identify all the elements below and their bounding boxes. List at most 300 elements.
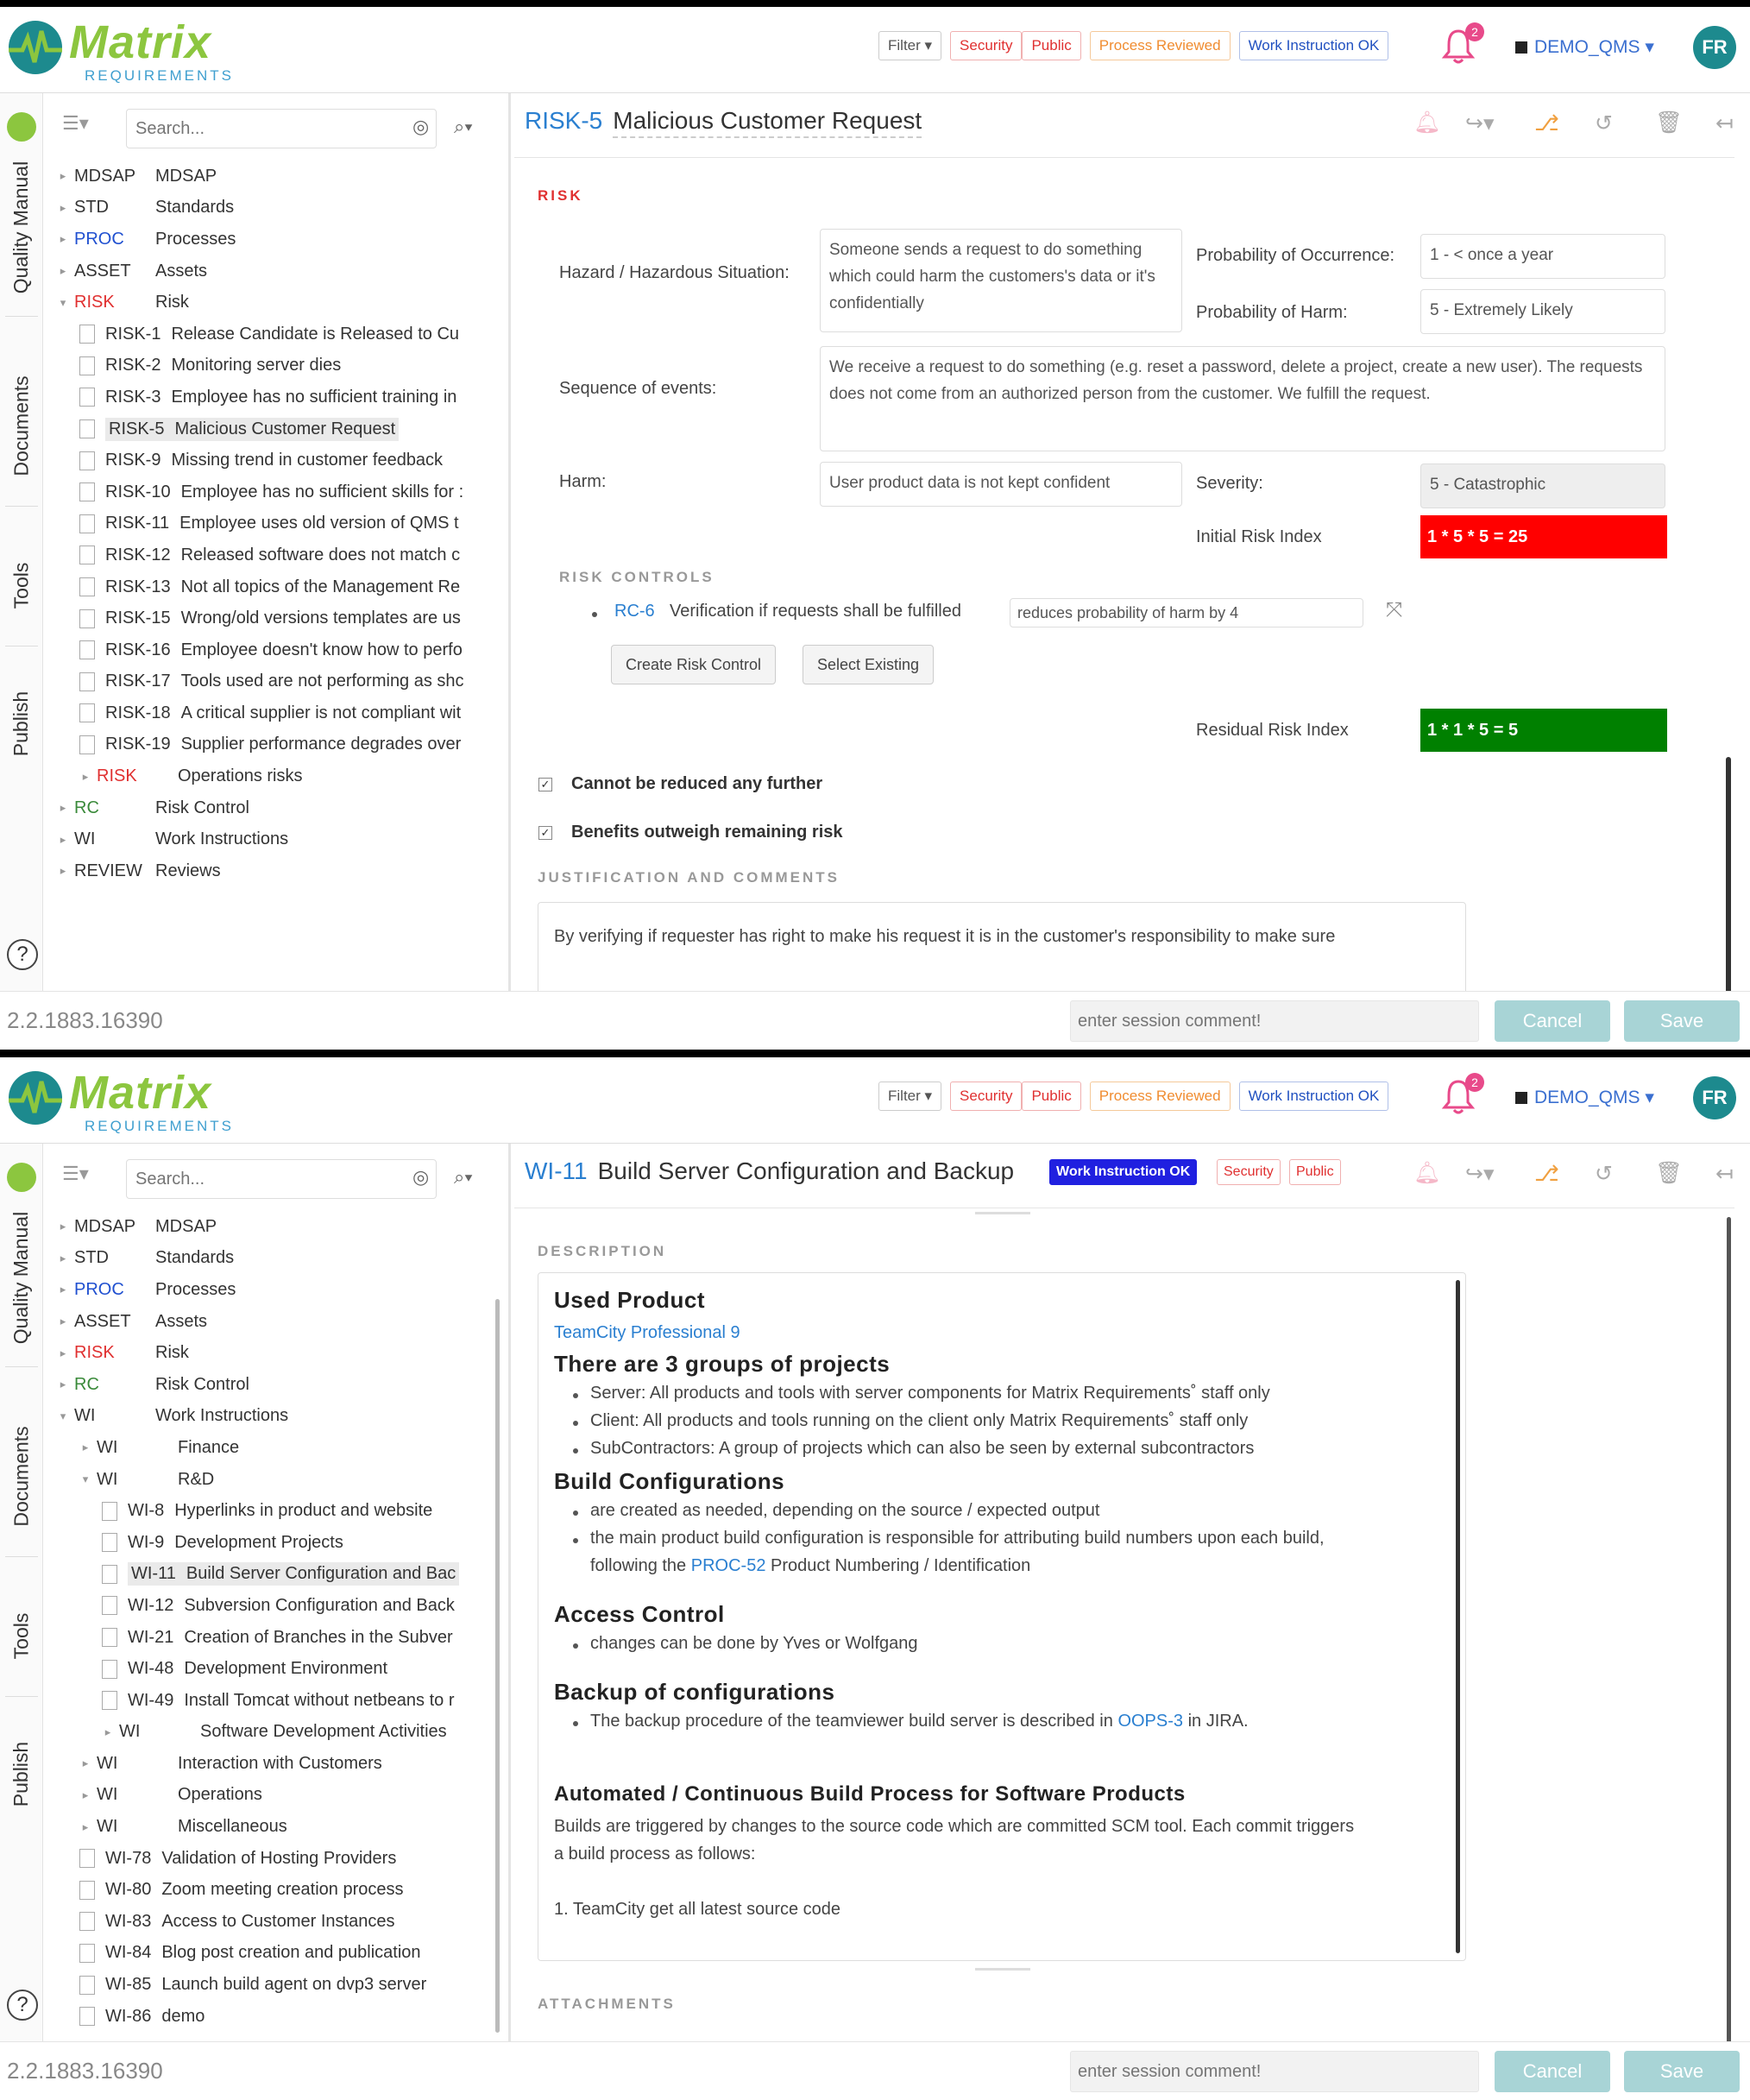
caret-right-icon[interactable]: ▸	[60, 264, 66, 278]
caret-right-icon[interactable]: ▸	[82, 1441, 89, 1454]
document-icon	[79, 1944, 95, 1963]
tree-item-label: Zoom meeting creation process	[161, 1880, 404, 1900]
logo-mark-icon	[7, 1069, 64, 1126]
tag-process-reviewed[interactable]: Process Reviewed	[1090, 31, 1231, 60]
proc-52-link[interactable]: PROC-52	[690, 1556, 766, 1575]
document-icon	[79, 609, 95, 628]
tree-item-label: Validation of Hosting Providers	[161, 1848, 397, 1868]
document-icon	[79, 1976, 95, 1995]
rc-text: Verification if requests shall be fulfilled	[670, 602, 961, 621]
vtab-documents[interactable]: Documents	[9, 1425, 33, 1527]
tree-item-label: Risk	[155, 1343, 189, 1363]
tree-item-label: Malicious Customer Request	[174, 419, 396, 438]
caret-right-icon[interactable]: ▸	[60, 1378, 66, 1391]
tree-item[interactable]	[45, 476, 511, 508]
history-icon[interactable]: ↺	[1595, 1162, 1613, 1186]
tree-item[interactable]	[45, 1243, 511, 1275]
tree-item[interactable]	[45, 192, 511, 224]
tree-item-label: Hyperlinks in product and website	[174, 1501, 433, 1521]
section-attachments: ATTACHMENTS	[538, 1996, 676, 2012]
app-header	[0, 7, 1750, 93]
tree-item-id: WI	[97, 1469, 118, 1489]
tree-item[interactable]	[45, 571, 511, 603]
tree-select-icon[interactable]: ☰▾	[62, 112, 89, 134]
caret-right-icon[interactable]: ▸	[60, 169, 66, 183]
list-item: are created as needed, depending on the source / expected output	[590, 1501, 1100, 1520]
save-button[interactable]: Save	[1624, 2051, 1740, 2092]
matrix-logo[interactable]	[7, 17, 249, 86]
justification-editor[interactable]	[538, 902, 1466, 991]
tree-search-input[interactable]	[126, 1159, 437, 1199]
tree-item[interactable]	[45, 1685, 511, 1717]
session-comment-input[interactable]	[1070, 2051, 1479, 2092]
version-label: 2.2.1883.16390	[7, 2058, 163, 2084]
section-risk-controls: RISK CONTROLS	[559, 569, 714, 585]
document-icon	[79, 514, 95, 533]
share-icon[interactable]: ↪▾	[1465, 1162, 1495, 1186]
tree-item-label: MDSAP	[155, 166, 217, 186]
cancel-button[interactable]: Cancel	[1495, 2051, 1610, 2092]
tree-item-label: Reviews	[155, 861, 221, 880]
tree-item[interactable]	[45, 1401, 511, 1433]
tree-item[interactable]	[45, 1527, 511, 1559]
tree-item[interactable]	[45, 855, 511, 887]
initial-risk-index: 1 * 5 * 5 = 25	[1420, 515, 1667, 558]
vtab-documents[interactable]: Documents	[9, 375, 33, 476]
tree-item-label: Finance	[178, 1437, 240, 1457]
logo-mark-icon	[7, 19, 64, 76]
tree-item[interactable]	[45, 287, 511, 318]
tree-item-id: WI-21	[128, 1627, 174, 1647]
tag-work-instruction-ok[interactable]: Work Instruction OK	[1239, 1082, 1389, 1111]
list-item: the main product build configuration is responsible for attributing build numbers upon each build,	[590, 1529, 1325, 1548]
tree-item-label: Released software does not match c	[180, 545, 461, 564]
caret-right-icon[interactable]: ▸	[60, 864, 66, 878]
tree-item[interactable]	[45, 1622, 511, 1654]
vtab-quality-manual[interactable]: Quality Manual	[9, 1211, 33, 1344]
hazard-field[interactable]: Someone sends a request to do something which could harm the customers's data or it's confidentially	[820, 229, 1182, 332]
vtab-publish[interactable]: Publish	[9, 1741, 33, 1807]
document-icon	[102, 1628, 117, 1647]
tree-item-label: Missing trend in customer feedback	[171, 451, 444, 470]
tree-list	[45, 161, 511, 887]
tree-item-label: Operations	[178, 1785, 262, 1805]
tree-item[interactable]	[45, 1306, 511, 1338]
document-icon	[79, 388, 95, 407]
vertical-tabs	[0, 1144, 43, 2041]
tree-item-id: WI	[97, 1817, 118, 1837]
collapse-icon[interactable]: ↤	[1715, 1162, 1734, 1186]
item-panel	[514, 93, 1750, 991]
caret-right-icon[interactable]: ▸	[82, 1756, 89, 1770]
logo-word: Matrix	[69, 1067, 212, 1119]
section-description: DESCRIPTION	[538, 1243, 667, 1259]
tree-item[interactable]	[45, 697, 511, 729]
tree-item-label: Employee has no sufficient skills for :	[180, 482, 464, 501]
heading-used-product: Used Product	[554, 1287, 706, 1313]
tree-item-label: R&D	[178, 1469, 215, 1489]
tree-item-label: Assets	[155, 1311, 208, 1331]
project-selector[interactable]	[1515, 1087, 1654, 1108]
target-icon[interactable]: ◎	[412, 1166, 430, 1188]
help-icon[interactable]: ?	[7, 1990, 38, 2021]
document-icon	[79, 451, 95, 470]
tree-item-label: Employee doesn't know how to perfo	[180, 640, 463, 659]
search-icon[interactable]: ⌕▾	[454, 116, 473, 137]
tag-public[interactable]: Public	[1022, 1082, 1080, 1111]
caret-right-icon[interactable]: ▸	[60, 832, 66, 846]
tree-item-id: WI-49	[128, 1690, 174, 1710]
caret-right-icon[interactable]: ▸	[60, 232, 66, 246]
delete-icon[interactable]: 🗑︎	[1655, 110, 1683, 135]
harm-label: Harm:	[559, 472, 607, 491]
tree-item-id: PROC	[74, 229, 124, 249]
caret-right-icon[interactable]: ▸	[60, 1283, 66, 1296]
help-icon[interactable]: ?	[7, 939, 38, 970]
section-justification: JUSTIFICATION AND COMMENTS	[538, 869, 840, 886]
auto-text-1: Builds are triggered by changes to the source code which are committed SCM tool. Each commit triggers	[554, 1817, 1355, 1836]
document-icon	[79, 640, 95, 659]
list-item: SubContractors: A group of projects which can also be seen by external subcontractors	[590, 1439, 1255, 1458]
cannot-reduce-label: Cannot be reduced any further	[571, 774, 823, 793]
tree-item[interactable]	[45, 1653, 511, 1685]
hierarchy-icon[interactable]: ⎇	[1534, 1162, 1559, 1186]
caret-right-icon[interactable]: ▸	[60, 801, 66, 815]
section-risk: RISK	[538, 187, 583, 204]
tree-item-id: WI-8	[128, 1501, 165, 1521]
hierarchy-icon[interactable]: ⎇	[1534, 111, 1559, 136]
project-tree	[45, 93, 511, 991]
scrollbar[interactable]	[1727, 1217, 1731, 2041]
tree-item[interactable]	[45, 1211, 511, 1243]
tree-item-id: ASSET	[74, 261, 131, 281]
tree-item-label: Wrong/old versions templates are us	[180, 609, 461, 628]
tree-item-label: Operations risks	[178, 766, 303, 786]
caret-right-icon[interactable]: ▸	[82, 769, 89, 783]
tree-item-label: Release Candidate is Released to Cu	[171, 324, 460, 344]
tree-item-label: Blog post creation and publication	[161, 1943, 421, 1963]
quality-check-icon[interactable]	[7, 112, 36, 142]
document-icon	[79, 1912, 95, 1931]
tree-item-id: WI-84	[105, 1943, 152, 1963]
rc-link[interactable]: RC-6	[614, 602, 655, 621]
filter-dropdown[interactable]: Filter ▾	[878, 1082, 941, 1111]
tree-item-id: RISK	[97, 766, 137, 786]
rc-effect-field[interactable]: reduces probability of harm by 4	[1010, 598, 1363, 627]
document-icon	[79, 325, 95, 344]
heading-automated-build: Automated / Continuous Build Process for Software Products	[554, 1782, 1186, 1806]
tree-item[interactable]	[45, 1717, 511, 1749]
logo-sub: REQUIREMENTS	[85, 67, 234, 84]
tree-item-id: RISK-1	[105, 324, 161, 344]
tag-security[interactable]: Security	[950, 1082, 1022, 1111]
caret-down-icon[interactable]: ▾	[60, 295, 66, 309]
tree-item-label: Assets	[155, 261, 208, 281]
tree-item[interactable]	[45, 350, 511, 382]
pane-risk	[0, 7, 1750, 1050]
tree-item-label: Risk Control	[155, 1374, 249, 1394]
tree-item[interactable]	[45, 2001, 511, 2033]
document-icon	[79, 356, 95, 375]
hazard-label: Hazard / Hazardous Situation:	[559, 263, 790, 282]
justification-text: By verifying if requester has right to make his request it is in the customer's responsibility to make sure	[554, 927, 1336, 946]
project-name: DEMO_QMS ▾	[1534, 37, 1654, 57]
project-icon	[1515, 1092, 1527, 1104]
vtab-tools[interactable]: Tools	[9, 562, 33, 609]
share-icon[interactable]: ↪▾	[1465, 111, 1495, 136]
tree-item-id: WI	[97, 1785, 118, 1805]
bullet	[592, 612, 597, 617]
tree-search-input[interactable]	[126, 109, 437, 148]
resize-handle[interactable]	[975, 1212, 1030, 1214]
list-item: Client: All products and tools running on the client only Matrix Requirements˚ staff only	[590, 1411, 1249, 1430]
tree-item[interactable]	[45, 823, 511, 855]
quality-check-icon[interactable]	[7, 1163, 36, 1192]
heading-access-control: Access Control	[554, 1601, 725, 1627]
tree-item[interactable]	[45, 666, 511, 698]
tree-item[interactable]	[45, 634, 511, 666]
tree-item-id: STD	[74, 198, 109, 218]
tree-item-id: WI	[97, 1437, 118, 1457]
tree-item-id: MDSAP	[74, 166, 136, 186]
document-icon	[102, 1565, 117, 1584]
caret-right-icon[interactable]: ▸	[60, 1251, 66, 1264]
document-icon	[102, 1533, 117, 1552]
watch-bell-icon[interactable]: 🔔︎	[1413, 1161, 1441, 1185]
tag-public[interactable]: Public	[1022, 31, 1080, 60]
caret-right-icon[interactable]: ▸	[60, 200, 66, 214]
vtab-quality-manual[interactable]: Quality Manual	[9, 161, 33, 293]
create-risk-control-button[interactable]: Create Risk Control	[611, 645, 776, 684]
logo-sub: REQUIREMENTS	[85, 1118, 234, 1134]
vtab-tools[interactable]: Tools	[9, 1612, 33, 1659]
tag-security[interactable]: Security	[950, 31, 1022, 60]
select-existing-button[interactable]: Select Existing	[803, 645, 934, 684]
caret-right-icon[interactable]: ▸	[104, 1725, 111, 1738]
description-editor[interactable]	[538, 1272, 1466, 1961]
tree-item[interactable]	[45, 1969, 511, 2001]
tree-item[interactable]	[45, 318, 511, 350]
tree-item[interactable]	[45, 1337, 511, 1369]
tree-item[interactable]	[45, 1432, 511, 1464]
tree-item-label: Processes	[155, 229, 236, 249]
tree-item[interactable]	[45, 255, 511, 287]
item-title-text[interactable]: Malicious Customer Request	[613, 107, 922, 138]
tree-item-label: Software Development Activities	[200, 1722, 447, 1742]
tree-item[interactable]	[45, 508, 511, 540]
item-body	[514, 1208, 1734, 2041]
history-icon[interactable]: ↺	[1595, 111, 1613, 136]
tree-item-label: MDSAP	[155, 1216, 217, 1236]
caret-right-icon[interactable]: ▸	[60, 1346, 66, 1359]
scrollbar[interactable]	[1726, 757, 1731, 991]
tree-item-id: RISK	[74, 293, 115, 312]
tree-item[interactable]	[45, 1938, 511, 1970]
pane-work-instruction	[0, 1057, 1750, 2100]
tree-item[interactable]	[45, 1464, 511, 1496]
document-icon	[102, 1660, 117, 1679]
tree-item[interactable]	[45, 445, 511, 476]
tree-item[interactable]	[45, 1811, 511, 1843]
tree-item-id: RISK-18	[105, 703, 171, 722]
delete-icon[interactable]: 🗑︎	[1655, 1161, 1683, 1185]
tree-item-label: Miscellaneous	[178, 1817, 287, 1837]
item-panel	[514, 1144, 1750, 2041]
checkbox-cannot-reduce[interactable]: ✓	[538, 778, 552, 791]
sequence-label: Sequence of events:	[559, 379, 717, 398]
tree-item-id: WI	[74, 1406, 96, 1426]
caret-right-icon[interactable]: ▸	[60, 1315, 66, 1328]
session-comment-input[interactable]	[1070, 1000, 1479, 1042]
oops-3-link[interactable]: OOPS-3	[1117, 1712, 1184, 1731]
tree-item-label: Tools used are not performing as shc	[180, 672, 464, 691]
tree-item-id: REVIEW	[74, 861, 142, 880]
tree-item-id: RISK-13	[105, 577, 171, 596]
search-icon[interactable]: ⌕▾	[454, 1166, 473, 1188]
tree-item-id: WI-12	[128, 1595, 174, 1615]
document-icon	[79, 577, 95, 596]
tree-item-id: WI-86	[105, 2006, 152, 2026]
tag-work-instruction-ok[interactable]: Work Instruction OK	[1239, 31, 1389, 60]
severity-field[interactable]: 5 - Catastrophic	[1420, 464, 1665, 508]
filter-dropdown[interactable]: Filter ▾	[878, 31, 941, 60]
tree-item[interactable]	[45, 161, 511, 192]
tree-item[interactable]	[45, 413, 511, 445]
residual-risk-index: 1 * 1 * 5 = 5	[1420, 709, 1667, 752]
poh-label: Probability of Harm:	[1196, 303, 1348, 322]
matrix-logo[interactable]	[7, 1068, 249, 1137]
tree-item-id: WI-78	[105, 1848, 152, 1868]
tree-item[interactable]	[45, 1495, 511, 1527]
resize-handle[interactable]	[975, 1968, 1030, 1971]
tag-security[interactable]: Security	[1217, 1159, 1281, 1185]
save-button[interactable]: Save	[1624, 1000, 1740, 1042]
user-avatar[interactable]: FR	[1693, 1076, 1736, 1119]
tree-item-label: Access to Customer Instances	[161, 1911, 395, 1931]
tree-item[interactable]	[45, 792, 511, 824]
tree-item-id: RISK-10	[105, 482, 171, 501]
residual-risk-label: Residual Risk Index	[1196, 721, 1349, 740]
caret-right-icon[interactable]: ▸	[82, 1788, 89, 1801]
document-icon	[79, 1849, 95, 1868]
tree-item-id: WI	[119, 1722, 141, 1742]
tree-item-id: WI-9	[128, 1532, 165, 1552]
tree-item[interactable]	[45, 1369, 511, 1401]
tag-work-instruction-ok[interactable]: Work Instruction OK	[1049, 1159, 1197, 1185]
tree-item[interactable]	[45, 539, 511, 571]
tree-item[interactable]	[45, 1559, 511, 1591]
tree-item-id: RISK-2	[105, 356, 161, 375]
tree-item-label: Employee uses old version of QMS t	[179, 514, 459, 533]
harm-field[interactable]: User product data is not kept confident	[820, 462, 1182, 507]
caret-right-icon[interactable]: ▸	[82, 1819, 89, 1833]
vtab-publish[interactable]: Publish	[9, 691, 33, 756]
poo-label: Probability of Occurrence:	[1196, 246, 1395, 265]
user-avatar[interactable]: FR	[1693, 26, 1736, 69]
tree-item[interactable]	[45, 760, 511, 792]
auto-text-3: 1. TeamCity get all latest source code	[554, 1900, 841, 1919]
tree-select-icon[interactable]: ☰▾	[62, 1163, 89, 1184]
tree-item-id: MDSAP	[74, 1216, 136, 1236]
checkbox-benefits[interactable]: ✓	[538, 826, 552, 840]
tree-item[interactable]	[45, 1274, 511, 1306]
document-icon	[102, 1596, 117, 1615]
tree-item-id: RISK-15	[105, 609, 171, 628]
project-selector[interactable]	[1515, 36, 1654, 58]
tree-item[interactable]	[45, 602, 511, 634]
tree-item-id: RISK-17	[105, 672, 171, 691]
tree-item-label: Employee has no sufficient training in	[171, 387, 457, 407]
tree-item-id: WI	[97, 1753, 118, 1773]
logo-word: Matrix	[69, 16, 212, 68]
vertical-tabs	[0, 93, 43, 991]
cancel-button[interactable]: Cancel	[1495, 1000, 1610, 1042]
tree-item-label: Subversion Configuration and Back	[184, 1595, 455, 1615]
tag-public[interactable]: Public	[1289, 1159, 1341, 1185]
caret-down-icon[interactable]: ▾	[82, 1473, 89, 1486]
tree-item[interactable]	[45, 1843, 511, 1875]
unlink-icon[interactable]: ⤧	[1386, 598, 1403, 621]
item-id: WI-11	[525, 1157, 588, 1184]
editor-scrollbar[interactable]	[1456, 1280, 1460, 1953]
list-item: Server: All products and tools with server components for Matrix Requirements˚ staff only	[590, 1384, 1270, 1403]
tree-item-id: RC	[74, 798, 99, 817]
item-title-text[interactable]: Build Server Configuration and Backup	[597, 1157, 1015, 1184]
teamcity-link[interactable]: TeamCity Professional 9	[554, 1323, 740, 1342]
document-icon	[79, 482, 95, 501]
heading-groups: There are 3 groups of projects	[554, 1351, 891, 1377]
tree-item[interactable]	[45, 1748, 511, 1780]
tree-item-id: RISK-9	[105, 451, 161, 470]
poo-field[interactable]: 1 - < once a year	[1420, 234, 1665, 279]
tree-scrollbar[interactable]	[495, 1299, 500, 2033]
item-title	[525, 107, 922, 135]
auto-text-2: a build process as follows:	[554, 1845, 756, 1864]
collapse-icon[interactable]: ↤	[1715, 111, 1734, 136]
tree-item-id: RISK-19	[105, 735, 171, 754]
target-icon[interactable]: ◎	[412, 116, 430, 137]
tree-item[interactable]	[45, 729, 511, 761]
document-icon	[102, 1502, 117, 1521]
document-icon	[79, 703, 95, 722]
tree-item-label: Build Server Configuration and Bac	[186, 1564, 456, 1584]
tree-item[interactable]	[45, 382, 511, 413]
project-name: DEMO_QMS ▾	[1534, 1088, 1654, 1107]
tree-item-id: RISK-3	[105, 387, 161, 407]
tree-item-id: STD	[74, 1248, 109, 1268]
tree-item[interactable]	[45, 1906, 511, 1938]
tree-item-label: Development Projects	[174, 1532, 343, 1552]
footer	[0, 991, 1750, 1050]
poh-field[interactable]: 5 - Extremely Likely	[1420, 289, 1665, 334]
tree-item-id: RISK-11	[105, 514, 170, 533]
tree-item-label: Install Tomcat without netbeans to r	[184, 1690, 455, 1710]
tree-item[interactable]	[45, 1874, 511, 1906]
tree-item-id: WI-80	[105, 1880, 152, 1900]
caret-right-icon[interactable]: ▸	[60, 1220, 66, 1233]
tag-process-reviewed[interactable]: Process Reviewed	[1090, 1082, 1231, 1111]
tree-item-id: RC	[74, 1374, 99, 1394]
tree-item[interactable]	[45, 1780, 511, 1812]
tree-item[interactable]	[45, 1590, 511, 1622]
tree-list	[45, 1211, 511, 2032]
sequence-field[interactable]: We receive a request to do something (e.g. reset a password, delete a project, create a new user). The requests does not come from an authorized person from the customer. We fulfill the request.	[820, 346, 1665, 451]
watch-bell-icon[interactable]: 🔔︎	[1413, 110, 1441, 135]
tree-item[interactable]	[45, 224, 511, 255]
tree-item-id: WI-85	[105, 1975, 152, 1995]
caret-down-icon[interactable]: ▾	[60, 1409, 66, 1422]
notification-badge: 2	[1465, 22, 1484, 41]
